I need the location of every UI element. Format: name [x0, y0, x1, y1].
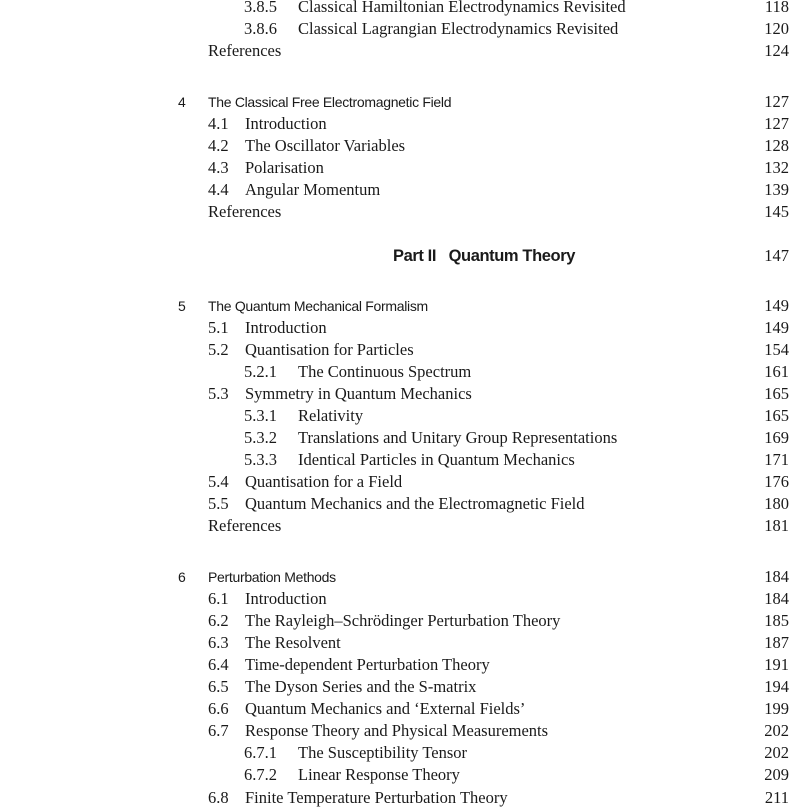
entry-page-number: 127 — [764, 92, 789, 111]
entry-title: The Resolvent — [245, 633, 341, 652]
entry-number: 4.1 — [208, 114, 229, 133]
entry-page-number: 139 — [764, 180, 789, 199]
section-entry — [0, 317, 800, 339]
entry-page-number: 147 — [764, 246, 789, 265]
entry-page-number: 165 — [764, 384, 789, 403]
entry-title: Introduction — [245, 114, 327, 133]
entry-number: 5.2 — [208, 340, 229, 359]
entry-number: 6.3 — [208, 633, 229, 652]
subsection-entry — [0, 405, 800, 427]
subsection-entry — [0, 361, 800, 383]
entry-number: 4 — [178, 94, 186, 110]
entry-title: Quantum Mechanics and ‘External Fields’ — [245, 699, 526, 718]
section-entry — [0, 339, 800, 361]
entry-number: 5.3.2 — [244, 428, 277, 447]
entry-title: Identical Particles in Quantum Mechanics — [298, 450, 575, 469]
entry-title: Introduction — [245, 589, 327, 608]
section-entry — [0, 654, 800, 676]
entry-page-number: 191 — [764, 655, 789, 674]
entry-title: The Rayleigh–Schrödinger Perturbation Theory — [245, 611, 561, 630]
entry-title: Angular Momentum — [245, 180, 381, 199]
entry-title: Response Theory and Physical Measurements — [245, 721, 549, 740]
entry-title: Part II Quantum Theory — [392, 247, 575, 265]
subsection-entry — [0, 764, 800, 786]
entry-number: 5 — [178, 298, 186, 314]
entry-number: 6.5 — [208, 677, 229, 696]
subsection-entry — [0, 18, 800, 40]
section-entry — [0, 493, 800, 515]
entry-number: 5.3.3 — [244, 450, 277, 469]
entry-title: The Quantum Mechanical Formalism — [208, 298, 428, 314]
entry-title: The Continuous Spectrum — [298, 362, 472, 381]
section-entry — [0, 588, 800, 610]
entry-number: 5.4 — [208, 472, 229, 491]
entry-page-number: 169 — [764, 428, 789, 447]
entry-page-number: 149 — [764, 318, 789, 337]
entry-page-number: 124 — [764, 41, 789, 60]
references-entry — [0, 201, 800, 223]
entry-page-number: 194 — [764, 677, 789, 696]
section-entry — [0, 787, 800, 809]
entry-number: 5.3 — [208, 384, 229, 403]
entry-title: Polarisation — [245, 158, 324, 177]
entry-number: 6.7.1 — [244, 743, 277, 762]
entry-number: 6.4 — [208, 655, 229, 674]
references-entry — [0, 515, 800, 537]
entry-number: 6.7.2 — [244, 765, 277, 784]
entry-number: 5.1 — [208, 318, 229, 337]
entry-number: 6.1 — [208, 589, 229, 608]
entry-title: Quantisation for a Field — [245, 472, 403, 491]
entry-number: 5.5 — [208, 494, 229, 513]
subsection-entry — [0, 449, 800, 471]
entry-number: 6.7 — [208, 721, 229, 740]
entry-page-number: 149 — [764, 296, 789, 315]
entry-page-number: 209 — [764, 765, 789, 784]
section-entry — [0, 179, 800, 201]
entry-title: Translations and Unitary Group Representations — [298, 428, 618, 447]
section-entry — [0, 610, 800, 632]
section-entry — [0, 471, 800, 493]
entry-number: 4.3 — [208, 158, 229, 177]
entry-number: 5.3.1 — [244, 406, 277, 425]
entry-page-number: 184 — [764, 589, 789, 608]
entry-page-number: 165 — [764, 406, 789, 425]
entry-title: References — [208, 41, 282, 60]
entry-title: Quantum Mechanics and the Electromagnetic Field — [245, 494, 585, 513]
entry-page-number: 120 — [764, 19, 789, 38]
entry-title: Linear Response Theory — [298, 765, 460, 784]
entry-title: Symmetry in Quantum Mechanics — [245, 384, 472, 403]
entry-page-number: 127 — [764, 114, 789, 133]
chapter-entry — [0, 91, 800, 113]
entry-title: The Dyson Series and the S-matrix — [245, 677, 477, 696]
entry-title: Classical Hamiltonian Electrodynamics Revisited — [298, 0, 626, 16]
part-heading — [0, 245, 800, 267]
section-entry — [0, 720, 800, 742]
entry-page-number: 181 — [764, 516, 789, 535]
entry-page-number: 184 — [764, 567, 789, 586]
entry-title: Relativity — [298, 406, 364, 425]
entry-page-number: 199 — [764, 699, 789, 718]
entry-number: 3.8.5 — [244, 0, 277, 16]
entry-number: 6.2 — [208, 611, 229, 630]
entry-number: 5.2.1 — [244, 362, 277, 381]
entry-page-number: 176 — [764, 472, 789, 491]
entry-number: 6.8 — [208, 788, 229, 807]
entry-number: 4.4 — [208, 180, 229, 199]
entry-page-number: 161 — [764, 362, 789, 381]
subsection-entry — [0, 0, 800, 18]
chapter-entry — [0, 295, 800, 317]
entry-title: The Susceptibility Tensor — [298, 743, 468, 762]
entry-title: Introduction — [245, 318, 327, 337]
entry-title: Finite Temperature Perturbation Theory — [245, 788, 508, 807]
entry-number: 4.2 — [208, 136, 229, 155]
entry-number: 6.6 — [208, 699, 229, 718]
section-entry — [0, 632, 800, 654]
entry-page-number: 180 — [764, 494, 789, 513]
entry-page-number: 132 — [764, 158, 789, 177]
entry-page-number: 128 — [764, 136, 789, 155]
entry-page-number: 202 — [764, 721, 789, 740]
entry-page-number: 211 — [764, 788, 789, 807]
entry-page-number: 185 — [764, 611, 789, 630]
entry-title: Quantisation for Particles — [245, 340, 414, 359]
section-entry — [0, 383, 800, 405]
entry-title: Time-dependent Perturbation Theory — [245, 655, 490, 674]
entry-page-number: 202 — [764, 743, 789, 762]
entry-title: The Oscillator Variables — [245, 136, 406, 155]
section-entry — [0, 676, 800, 698]
entry-page-number: 171 — [764, 450, 789, 469]
entry-title: References — [208, 202, 282, 221]
entry-page-number: 145 — [764, 202, 789, 221]
chapter-entry — [0, 566, 800, 588]
entry-page-number: 118 — [764, 0, 789, 16]
entry-title: Perturbation Methods — [208, 569, 336, 585]
section-entry — [0, 157, 800, 179]
entry-number: 6 — [178, 569, 186, 585]
subsection-entry — [0, 427, 800, 449]
entry-number: 3.8.6 — [244, 19, 277, 38]
section-entry — [0, 135, 800, 157]
entry-title: The Classical Free Electromagnetic Field — [208, 94, 452, 110]
entry-page-number: 154 — [764, 340, 789, 359]
entry-page-number: 187 — [764, 633, 789, 652]
references-entry — [0, 40, 800, 62]
section-entry — [0, 698, 800, 720]
entry-title: References — [208, 516, 282, 535]
section-entry — [0, 113, 800, 135]
subsection-entry — [0, 742, 800, 764]
entry-title: Classical Lagrangian Electrodynamics Revisited — [298, 19, 619, 38]
